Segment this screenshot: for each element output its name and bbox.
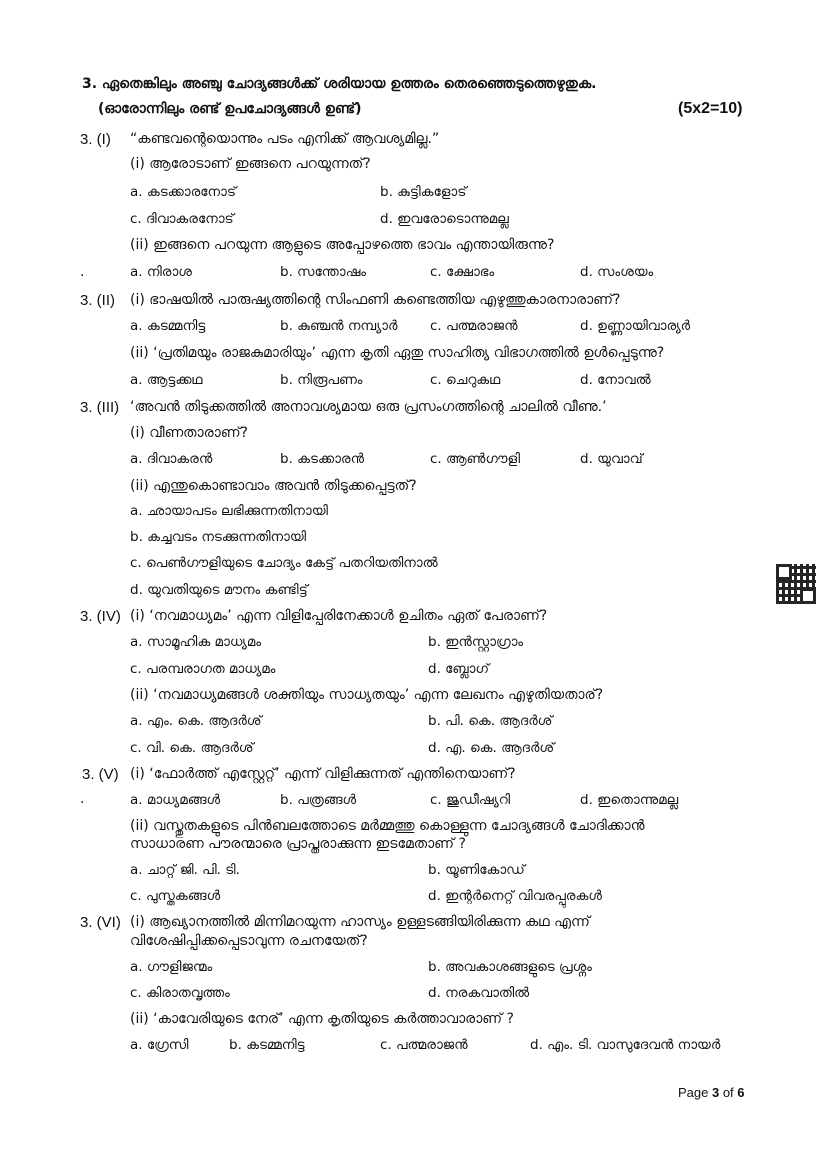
- option: c. ആൺഗൗളി: [430, 451, 521, 467]
- option: b. അവകാശങ്ങളുടെ പ്രശ്നം: [428, 959, 592, 975]
- option: a. സാമൂഹിക മാധ്യമം: [130, 634, 262, 650]
- instruction-line: 3. ഏതെങ്കിലും അഞ്ചു ചോദ്യങ്ങൾക്ക് ശരിയായ ഉത്തരം തെരഞ്ഞെടുത്തെഴുതുക.: [82, 76, 597, 92]
- sub-question: (i) ആരോടാണ് ഇങ്ങനെ പറയുന്നത്?: [130, 156, 371, 172]
- option: a. ആട്ടക്കഥ: [130, 372, 203, 388]
- question-number: 3. (IV): [80, 608, 121, 625]
- option: b. കുട്ടികളോട്: [380, 184, 467, 200]
- sub-question: (i) ഭാഷയിൽ പാരുഷ്യത്തിന്റെ സിംഫണി കണ്ടെത്തിയ എഴുത്തുകാരനാരാണ്?: [130, 292, 621, 308]
- question-number: 3. (VI): [80, 914, 121, 931]
- option: a. ഗൗളിജന്മം: [130, 959, 213, 975]
- option: c. ചെറുകഥ: [430, 372, 501, 388]
- option: c. ജുഡീഷ്യറി: [430, 792, 511, 808]
- page-number: Page 3 of 6: [678, 1085, 745, 1100]
- sub-question: (ii) ‘നവമാധ്യമങ്ങൾ ശക്തിയും സാധ്യതയും’ എന്ന ലേഖനം എഴുതിയതാര്?: [130, 687, 604, 703]
- option: c. പെൺഗൗളിയുടെ ചോദ്യം കേട്ട് പതറിയതിനാൽ: [130, 555, 438, 571]
- sub-question: (i) ആഖ്യാനത്തിൽ മിന്നിമറയുന്ന ഹാസ്യം ഉള്ളടങ്ങിയിരിക്കുന്ന കഥ എന്ന്: [130, 914, 590, 930]
- question-quote: “കണ്ടവന്റെയൊന്നും പടം എനിക്ക് ആവശ്യമില്ല.”: [130, 131, 440, 147]
- option: c. പരമ്പരാഗത മാധ്യമം: [130, 661, 276, 677]
- sub-question: (ii) ‘പ്രതിമയും രാജകുമാരിയും’ എന്ന കൃതി ഏതു സാഹിത്യ വിഭാഗത്തിൽ ഉൾപ്പെടുന്നു?: [130, 345, 665, 361]
- option: a. കടക്കാരനോട്: [130, 184, 237, 200]
- option: a. നിരാശ: [130, 264, 192, 280]
- sub-question: (i) വീണതാരാണ്?: [130, 425, 248, 441]
- option: a. എം. കെ. ആദർശ്: [130, 713, 262, 729]
- option: d. ഉണ്ണായിവാര്യർ: [580, 318, 691, 334]
- option: d. എ. കെ. ആദർശ്: [428, 740, 555, 756]
- option: b. കടമ്മനിട്ട: [229, 1037, 305, 1053]
- option: d. യുവാവ്: [580, 451, 643, 467]
- option: b. സന്തോഷം: [280, 264, 367, 280]
- stray-dot: .: [80, 264, 85, 280]
- question-number: 3. (III): [80, 399, 120, 416]
- option: d. എം. ടി. വാസുദേവൻ നായർ: [530, 1037, 721, 1053]
- option: d. ഇന്റർനെറ്റ് വിവരപ്പുരകൾ: [428, 888, 602, 904]
- marks-label: (5x2=10): [678, 100, 743, 117]
- instruction-subline: (ഓരോന്നിലും രണ്ട് ഉപചോദ്യങ്ങൾ ഉണ്ട്): [98, 101, 362, 117]
- option: d. നരകവാതിൽ: [428, 985, 530, 1001]
- option: b. കുഞ്ചൻ നമ്പ്യാർ: [280, 318, 398, 334]
- option: c. വി. കെ. ആദർശ്: [130, 740, 254, 756]
- option: d. സംശയം: [580, 264, 654, 280]
- option: c. പത്മരാജൻ: [430, 318, 518, 334]
- option: a. ചാറ്റ് ജി. പി. ടി.: [130, 862, 240, 878]
- option: a. ഗ്രേസി: [130, 1037, 189, 1053]
- option: b. നിരൂപണം: [280, 372, 363, 388]
- sub-question: (i) ‘ഫോർത്ത് എസ്റ്റേറ്റ്’ എന്ന് വിളിക്കുന്നത് എന്തിനെയാണ്?: [130, 766, 516, 782]
- sub-question-continued: വിശേഷിപ്പിക്കപ്പെടാവുന്ന രചനയേത്?: [130, 933, 368, 949]
- option: c. കിരാതവൃത്തം: [130, 985, 230, 1001]
- option: d. ബ്ലോഗ്: [428, 661, 489, 677]
- option: d. യുവതിയുടെ മൗനം കണ്ടിട്ട്: [130, 582, 308, 598]
- sub-question: (ii) ഇങ്ങനെ പറയുന്ന ആളുടെ അപ്പോഴത്തെ ഭാവം എന്തായിരുന്നു?: [130, 237, 555, 253]
- option: b. പത്രങ്ങൾ: [280, 792, 357, 808]
- option: a. മാധ്യമങ്ങൾ: [130, 792, 221, 808]
- option: a. കടമ്മനിട്ട: [130, 318, 206, 334]
- option: c. ദിവാകരനോട്: [130, 211, 234, 227]
- stray-dot: .: [80, 791, 85, 807]
- question-number: 3. (II): [80, 292, 116, 309]
- question-number: 3. (V): [82, 766, 119, 783]
- sub-question: (ii) വസ്തുതകളുടെ പിൻബലത്തോടെ മർമ്മത്തു കൊള്ളുന്ന ചോദ്യങ്ങൾ ചോദിക്കാൻ: [130, 818, 645, 834]
- sub-question: (i) ‘നവമാധ്യമം’ എന്ന വിളിപ്പേരിനേക്കാൾ ഉചിതം ഏത് പേരാണ്?: [130, 608, 548, 624]
- option: d. നോവൽ: [580, 372, 651, 388]
- sub-question: (ii) ‘കാവേരിയുടെ നേര്’ എന്ന കൃതിയുടെ കർത്താവാരാണ് ?: [130, 1011, 514, 1027]
- option: c. ക്ഷോഭം: [430, 264, 495, 280]
- option: b. യൂണികോഡ്: [428, 862, 525, 878]
- option: b. കച്ചവടം നടക്കുന്നതിനായി: [130, 529, 307, 545]
- sub-question: (ii) എന്തുകൊണ്ടാവാം അവൻ തിടുക്കപ്പെട്ടത്?: [130, 478, 417, 494]
- option: c. പത്മരാജൻ: [380, 1037, 468, 1053]
- option: b. പി. കെ. ആദർശ്: [428, 713, 553, 729]
- option: d. ഇതൊന്നുമല്ല: [580, 792, 679, 808]
- option: c. പുസ്തകങ്ങൾ: [130, 888, 221, 904]
- option: a. ഛായാപടം ലഭിക്കുന്നതിനായി: [130, 503, 328, 519]
- option: b. ഇൻസ്റ്റാഗ്രാം: [428, 634, 524, 650]
- qr-code-icon: [776, 564, 816, 604]
- option: d. ഇവരോടൊന്നുമല്ല: [380, 211, 509, 227]
- option: b. കടക്കാരൻ: [280, 451, 365, 467]
- question-number: 3. (I): [80, 131, 111, 148]
- sub-question-continued: സാധാരണ പൗരന്മാരെ പ്രാപ്തരാക്കുന്ന ഇടമേതാണ് ?: [130, 836, 466, 852]
- option: a. ദിവാകരൻ: [130, 451, 213, 467]
- question-quote: ‘അവൻ തിടുക്കത്തിൽ അനാവശ്യമായ ഒരു പ്രസംഗത്തിന്റെ ചാലിൽ വീണു.’: [130, 399, 607, 415]
